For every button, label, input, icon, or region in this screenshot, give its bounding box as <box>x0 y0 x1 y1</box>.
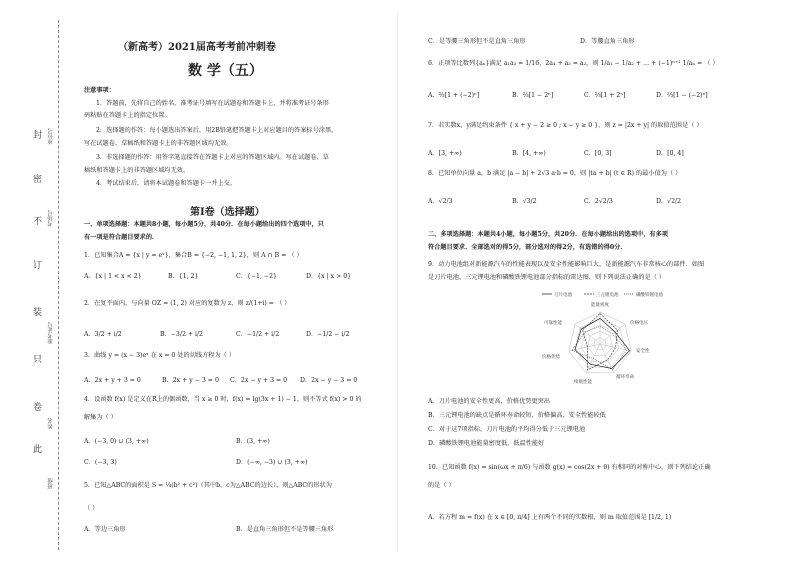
q8-option-d: D．√2/2 <box>656 198 682 205</box>
q6-option-c: C．⅔[1 + 2ⁿ] <box>584 92 626 99</box>
part-intro: 一、单项选择题：本题共8小题，每小题5分，共40分．在每小题给出的四个选项中，只 <box>84 221 324 228</box>
axis-label: 可靠性能 <box>544 321 562 326</box>
axis-label: 价格电压 <box>630 321 648 326</box>
part-intro: 二、多项选择题：本题共4小题，每小题5分，共20分．在每小题给出的选项中，有多项 <box>428 231 668 238</box>
q2-option-a: A．3/2 + i/2 <box>84 331 122 338</box>
notice-line: 3．非选择题的作答：用签字笔直接答在答题卡上对应的答题区域内。写在试题卷、草 <box>96 154 329 161</box>
binding-char: 订 <box>33 261 43 271</box>
q8-option-a: A．√2/3 <box>428 198 453 205</box>
question-2: 2．在复平面内，与向量 OZ = (1, 2) 对应的复数为 z，则 z/(1+i) = （ ） <box>84 300 291 307</box>
q7-option-b: B．[4, +∞) <box>512 150 546 157</box>
q1-option-c: C．{−1, −2} <box>236 273 277 280</box>
notice-title: 注意事项： <box>84 87 115 94</box>
q5-option-a: A．等边三角形 <box>84 526 126 533</box>
q4-option-d: D．(−∞, −3) ∪ (3, +∞) <box>236 459 308 466</box>
radar-legend <box>542 291 663 298</box>
question-5-cont: （ ） <box>84 505 99 512</box>
radar-grid <box>569 312 631 373</box>
q9-option-a: A．刀片电池的安全性更高，价格优势更突出 <box>428 398 551 405</box>
question-10-cont: 的是（ ） <box>428 482 455 489</box>
q4-option-b: B．(3, +∞) <box>236 438 270 445</box>
q9-option-d: D．磷酸铁锂电池能量密度低、低温性能好 <box>428 440 545 447</box>
question-6: 6．正项等比数列{aₙ}满足 a₁a₃ = 1/16，2a₄ + a₃ = a₂，则 1/a₁ − 1/a₂ + … + (−1)ⁿ⁺¹ 1/aₙ = （ ） <box>428 60 719 67</box>
binding-char: 此 <box>33 445 43 455</box>
q7-option-d: D．[0, 4] <box>656 150 684 157</box>
q1-option-a: A．{x | 1 < x < 2} <box>84 273 142 280</box>
q2-option-b: B．−3/2 + i/2 <box>160 331 203 338</box>
q6-option-b: B．⅔[1 − 2ⁿ] <box>512 92 554 99</box>
question-10: 10．已知函数 f(x) = sin(ωx + π/6) 与函数 g(x) = cos(2x + θ) 有相同的对称中心，则下列结论正确 <box>428 464 711 471</box>
q7-option-a: A．[3, +∞) <box>428 150 462 157</box>
binding-char: 不 <box>33 217 43 227</box>
q7-option-c: C．[0, 3] <box>584 150 612 157</box>
section-title: 第Ⅰ卷（选择题） <box>190 207 265 218</box>
q3-option-a: A．2x + y + 3 = 0 <box>84 377 141 384</box>
question-1: 1．已知集合A = {x | y = eˣ}，集合B = {−2, −1, 1, 2}，则 A ∩ B = （ ） <box>84 252 303 259</box>
q3-option-b: B．2x + y − 3 = 0 <box>162 377 219 384</box>
q9-option-c: C．对于这7项指标，刀片电池的平均得分低于三元锂电池 <box>428 426 586 433</box>
binding-char: 密 <box>33 175 43 185</box>
q2-option-c: C．−1/2 + i/2 <box>236 331 280 338</box>
notice-line: 4．考试结束后，请将本试题卷和答题卡一并上交。 <box>96 180 237 187</box>
binding-char: 只 <box>33 355 43 365</box>
q5-option-c: C．是等腰三角形但不是直角三角形 <box>428 38 526 45</box>
part-intro: 符合题目要求．全部选对的得5分，部分选对的得2分，有选错的得0分． <box>428 244 627 251</box>
legend-ternary: 三元锂电池 <box>596 293 619 298</box>
q1-option-b: B．{1, 2} <box>168 273 199 280</box>
q6-option-d: D．⅔[1 − (−2)ⁿ] <box>656 92 708 99</box>
q4-option-a: A．(−3, 0) ∪ (3, +∞) <box>84 438 149 445</box>
exam-room-field: 考场号 <box>48 210 54 227</box>
axis-label: 续航性能 <box>574 380 592 385</box>
notice-line: 码粘贴在答题卡上的指定位置。 <box>84 112 171 119</box>
q10-option-a: A．若方程 m = f(x) 在 x ∈ [0, π/4] 上有两个不同的实数根，则 m 取值范围是 [1/2, 1) <box>428 514 672 521</box>
question-4-cont: 解集为（ ） <box>84 414 117 421</box>
column-divider <box>397 12 398 552</box>
q1-option-d: D．{x | x > 0} <box>306 273 352 280</box>
question-9-cont: 是刀片电池、三元锂电池和磷酸铁锂电池部分指标的雷达图，则下列说法正确的是（ ） <box>428 274 666 281</box>
exam-title: 数 学（五） <box>188 63 263 79</box>
radar-chart <box>530 288 670 388</box>
q3-option-c: C．2x − y + 3 = 0 <box>230 377 288 384</box>
notice-line: 2．选择题的作答：每小题选出答案后，用2B铅笔把答题卡上对应题目的答案标号涂黑， <box>96 127 338 134</box>
q3-option-d: D．2x − y − 3 = 0 <box>300 377 358 384</box>
notice-line: 稿纸和答题卡上的非答题区域均无效。 <box>84 167 190 174</box>
question-4: 4．设函数 f(x) 是定义在R上的偶函数，当 x ≥ 0 时，f(x) = lg(3x + 1) − 1，则不等式 f(x) > 0 的 <box>84 396 362 403</box>
name-field: 姓名 <box>48 418 54 429</box>
question-8: 8．已知单位向量 a，b 满足 |a − b| + 2√3 a·b = 0，则 |ta + b| (t ∈ R) 的最小值为（ ） <box>428 170 682 177</box>
axis-label: 安全性 <box>636 349 650 354</box>
admission-number-field: 准考证号 <box>48 322 54 344</box>
q5-option-b: B．是直角三角形但不是等腰三角形 <box>236 526 334 533</box>
exam-header: （新高考）2021届高考考前冲刺卷 <box>118 42 276 53</box>
binding-char: 装 <box>33 308 43 318</box>
question-5: 5．已知△ABC的面积是 S = ¼(b² + c²)（其中b，c为△ABC的边长），则△ABC的形状为 <box>84 482 332 489</box>
question-3: 3．曲线 y = (x − 3)eˣ 在 x = 0 处的切线方程为（ ） <box>84 352 236 359</box>
binding-dash-line <box>58 20 59 550</box>
q9-option-b: B．三元锂电池的缺点是循环寿命较短、价格偏高、安全性能较低 <box>428 412 606 419</box>
binding-char: 封 <box>33 131 43 141</box>
radar-axis-labels <box>542 301 650 385</box>
notice-line: 写在试题卷、草稿纸和答题卡上的非答题区域均无效。 <box>84 140 233 147</box>
binding-char: 卷 <box>33 403 43 413</box>
axis-label: 循环寿命 <box>616 375 634 380</box>
q6-option-a: A．⅔[1 + (−2)ⁿ] <box>428 92 480 99</box>
q8-option-c: C．2√2/3 <box>584 198 613 205</box>
seat-number-field: 座位号 <box>48 128 54 145</box>
question-9: 9．动力电池组对新能源汽车的性能表现以及安全性能影响巨大，是新能源汽车非常核心的部件．如图 <box>428 261 705 268</box>
axis-label: 能量密度 <box>591 303 609 308</box>
question-7: 7．若实数x，y满足约束条件 { x + y − 2 ≥ 0 ; x − y ≥ 0 }，则 z = |2x + y| 的取值范围是（ ） <box>428 122 703 129</box>
part-intro: 有一项是符合题目要求的． <box>84 234 159 241</box>
legend-lfp: 磷酸铁锂电池 <box>636 293 663 298</box>
class-field: 班级 <box>48 478 54 489</box>
notice-line: 1．答题前，先将自己的姓名、准考证号填写在试题卷和答题卡上，并将准考证号条形 <box>96 100 329 107</box>
legend-blade: 刀片电池 <box>554 293 572 298</box>
q2-option-d: D．−1/2 − i/2 <box>306 331 350 338</box>
q4-option-c: C．(−3, 3) <box>84 459 117 466</box>
q8-option-b: B．√3/2 <box>512 198 537 205</box>
axis-label: 价格优势 <box>542 355 560 360</box>
q5-option-d: D．等腰直角三角形 <box>580 38 635 45</box>
